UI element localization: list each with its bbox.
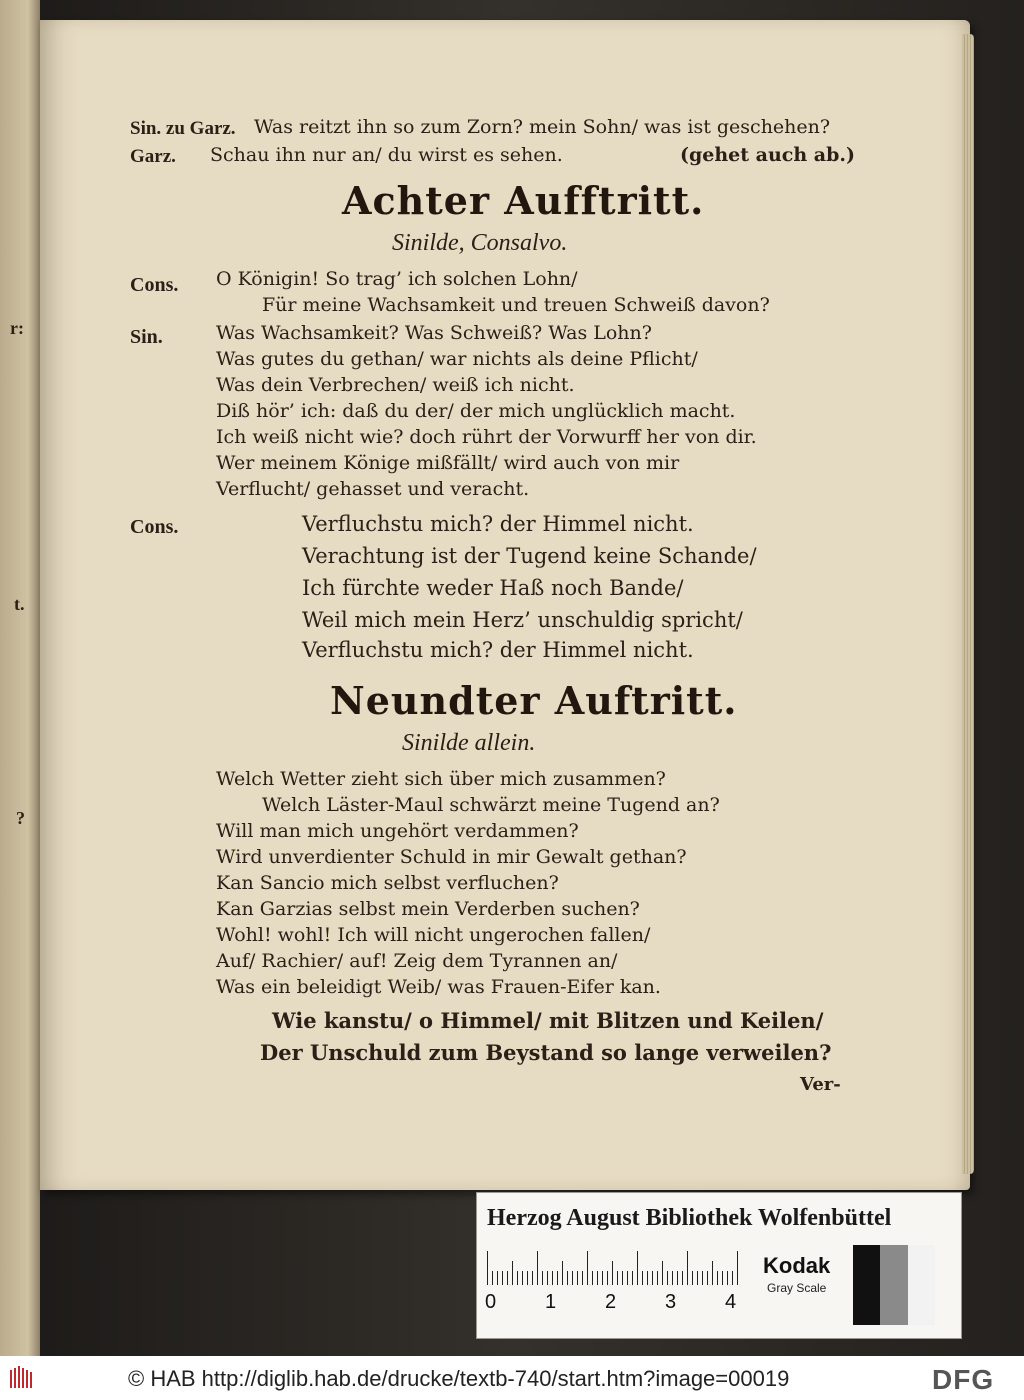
ruler-tick	[507, 1271, 508, 1285]
ruler-tick	[732, 1271, 733, 1285]
ruler-tick	[672, 1271, 673, 1285]
verse-line: Ich fürchte weder Haß noch Bande/	[302, 576, 684, 600]
verse-line: Verflucht/ gehasset und veracht.	[216, 478, 530, 500]
ruler-tick	[662, 1261, 663, 1285]
hab-logo-icon	[10, 1366, 32, 1390]
verse-line: Für meine Wachsamkeit und treuen Schweiß davon?	[262, 294, 770, 316]
ruler-tick	[592, 1271, 593, 1285]
verse-line: Verfluchstu mich? der Himmel nicht.	[302, 638, 694, 662]
verse-line: Schau ihn nur an/ du wirst es sehen.	[210, 144, 563, 166]
ruler-tick	[502, 1271, 503, 1285]
ruler-tick	[552, 1271, 553, 1285]
ruler-tick	[712, 1261, 713, 1285]
kodak-brand: Kodak	[763, 1253, 831, 1278]
speaker-label: Garz.	[130, 146, 176, 167]
scene-persons: Sinilde, Consalvo.	[392, 230, 568, 256]
ruler-tick	[707, 1271, 708, 1285]
left-page-fragment: t.	[14, 594, 25, 614]
scene-persons: Sinilde allein.	[402, 730, 536, 756]
verse-line: Wird unverdienter Schuld in mir Gewalt gethan?	[216, 846, 687, 868]
ruler-tick	[637, 1251, 638, 1285]
ruler-tick	[722, 1271, 723, 1285]
ruler-tick	[632, 1271, 633, 1285]
ruler-tick	[597, 1271, 598, 1285]
gray-swatch	[880, 1245, 907, 1325]
ruler-tick	[567, 1271, 568, 1285]
ruler-tick	[587, 1251, 588, 1285]
verse-line: Weil mich mein Herz’ unschuldig spricht/	[302, 608, 743, 632]
left-page-fragment: r:	[10, 318, 24, 338]
ruler-tick	[642, 1271, 643, 1285]
verse-line: Was Wachsamkeit? Was Schweiß? Was Lohn?	[216, 322, 652, 344]
verse-line: Was ein beleidigt Weib/ was Frauen-Eifer kan.	[216, 976, 661, 998]
ruler-tick	[612, 1261, 613, 1285]
verse-line: Was dein Verbrechen/ weiß ich nicht.	[216, 374, 575, 396]
verse-line: Was reitzt ihn so zum Zorn? mein Sohn/ was ist geschehen?	[254, 116, 831, 138]
ruler-tick	[537, 1251, 538, 1285]
ruler-tick	[702, 1271, 703, 1285]
ruler-tick	[692, 1271, 693, 1285]
ruler-tick	[717, 1271, 718, 1285]
speaker-label: Sin. zu Garz.	[130, 118, 236, 139]
verse-line: Will man mich ungehört verdammen?	[216, 820, 579, 842]
verse-line: Was gutes du gethan/ war nichts als deine Pflicht/	[216, 348, 698, 370]
gray-swatch	[908, 1245, 935, 1325]
ruler-tick	[697, 1271, 698, 1285]
scene-heading: Achter Aufftritt.	[342, 178, 705, 223]
gray-scale-label: Gray Scale	[767, 1281, 827, 1295]
verse-line: Welch Wetter zieht sich über mich zusammen?	[216, 768, 666, 790]
ruler-tick	[687, 1251, 688, 1285]
ruler-tick	[542, 1271, 543, 1285]
verse-line: Verachtung ist der Tugend keine Schande/	[302, 544, 757, 568]
catchword: Ver-	[800, 1074, 841, 1095]
ruler-tick	[532, 1271, 533, 1285]
verse-line: Wohl! wohl! Ich will nicht ungerochen fallen/	[216, 924, 651, 946]
ruler-number: 3	[665, 1291, 677, 1313]
ruler-tick	[667, 1271, 668, 1285]
ruler-tick	[522, 1271, 523, 1285]
aria-line: Wie kanstu/ o Himmel/ mit Blitzen und Keilen/	[272, 1008, 824, 1033]
ruler-tick	[512, 1261, 513, 1285]
ruler-tick	[547, 1271, 548, 1285]
ruler-tick	[527, 1271, 528, 1285]
verse-line: Wer meinem Könige mißfällt/ wird auch von mir	[216, 452, 680, 474]
ruler-tick	[622, 1271, 623, 1285]
verse-line: Welch Läster-Maul schwärzt meine Tugend an?	[262, 794, 720, 816]
verse-line: O Königin! So trag’ ich solchen Lohn/	[216, 268, 578, 290]
stage-direction: (gehet auch ab.)	[680, 144, 855, 166]
dfg-logo: DFG	[932, 1364, 995, 1395]
ruler-tick	[647, 1271, 648, 1285]
gray-swatch	[853, 1245, 880, 1325]
ruler-tick	[682, 1271, 683, 1285]
footer-bar	[0, 1356, 1024, 1400]
ruler-tick	[577, 1271, 578, 1285]
ruler-tick	[617, 1271, 618, 1285]
left-page-edge	[0, 0, 40, 1356]
speaker-label: Sin.	[130, 326, 163, 348]
ruler-tick	[737, 1251, 738, 1285]
ruler-tick	[582, 1271, 583, 1285]
ruler-tick	[497, 1271, 498, 1285]
ruler-tick	[607, 1271, 608, 1285]
verse-line: Kan Sancio mich selbst verfluchen?	[216, 872, 559, 894]
ruler-tick	[727, 1271, 728, 1285]
ruler-number: 2	[605, 1291, 617, 1313]
ruler-number: 4	[725, 1291, 737, 1313]
ruler-tick	[657, 1271, 658, 1285]
speaker-label: Cons.	[130, 516, 179, 538]
source-url[interactable]: © HAB http://diglib.hab.de/drucke/textb-740/start.htm?image=00019	[128, 1366, 790, 1391]
measurement-ruler	[487, 1249, 737, 1285]
verse-line: Auf/ Rachier/ auf! Zeig dem Tyrannen an/	[216, 950, 618, 972]
verse-line: Ich weiß nicht wie? doch rührt der Vorwurff her von dir.	[216, 426, 757, 448]
verse-line: Kan Garzias selbst mein Verderben suchen?	[216, 898, 640, 920]
ruler-tick	[562, 1261, 563, 1285]
speaker-label: Cons.	[130, 274, 179, 296]
ruler-number: 1	[545, 1291, 557, 1313]
ruler-tick	[492, 1271, 493, 1285]
ruler-number: 0	[485, 1291, 497, 1313]
aria-line: Der Unschuld zum Beystand so lange verweilen?	[260, 1040, 832, 1065]
verse-line: Verfluchstu mich? der Himmel nicht.	[302, 512, 694, 536]
archive-label-card	[476, 1192, 962, 1339]
ruler-tick	[652, 1271, 653, 1285]
left-page-fragment: ?	[16, 808, 25, 828]
ruler-tick	[517, 1271, 518, 1285]
scene-heading: Neundter Auftritt.	[330, 678, 738, 723]
ruler-tick	[677, 1271, 678, 1285]
ruler-tick	[557, 1271, 558, 1285]
ruler-tick	[487, 1251, 488, 1285]
page-edge	[962, 34, 974, 1174]
ruler-tick	[627, 1271, 628, 1285]
gray-scale-swatches	[853, 1245, 935, 1325]
library-name: Herzog August Bibliothek Wolfenbüttel	[487, 1205, 892, 1231]
ruler-tick	[572, 1271, 573, 1285]
verse-line: Diß hör’ ich: daß du der/ der mich unglücklich macht.	[216, 400, 736, 422]
ruler-tick	[602, 1271, 603, 1285]
